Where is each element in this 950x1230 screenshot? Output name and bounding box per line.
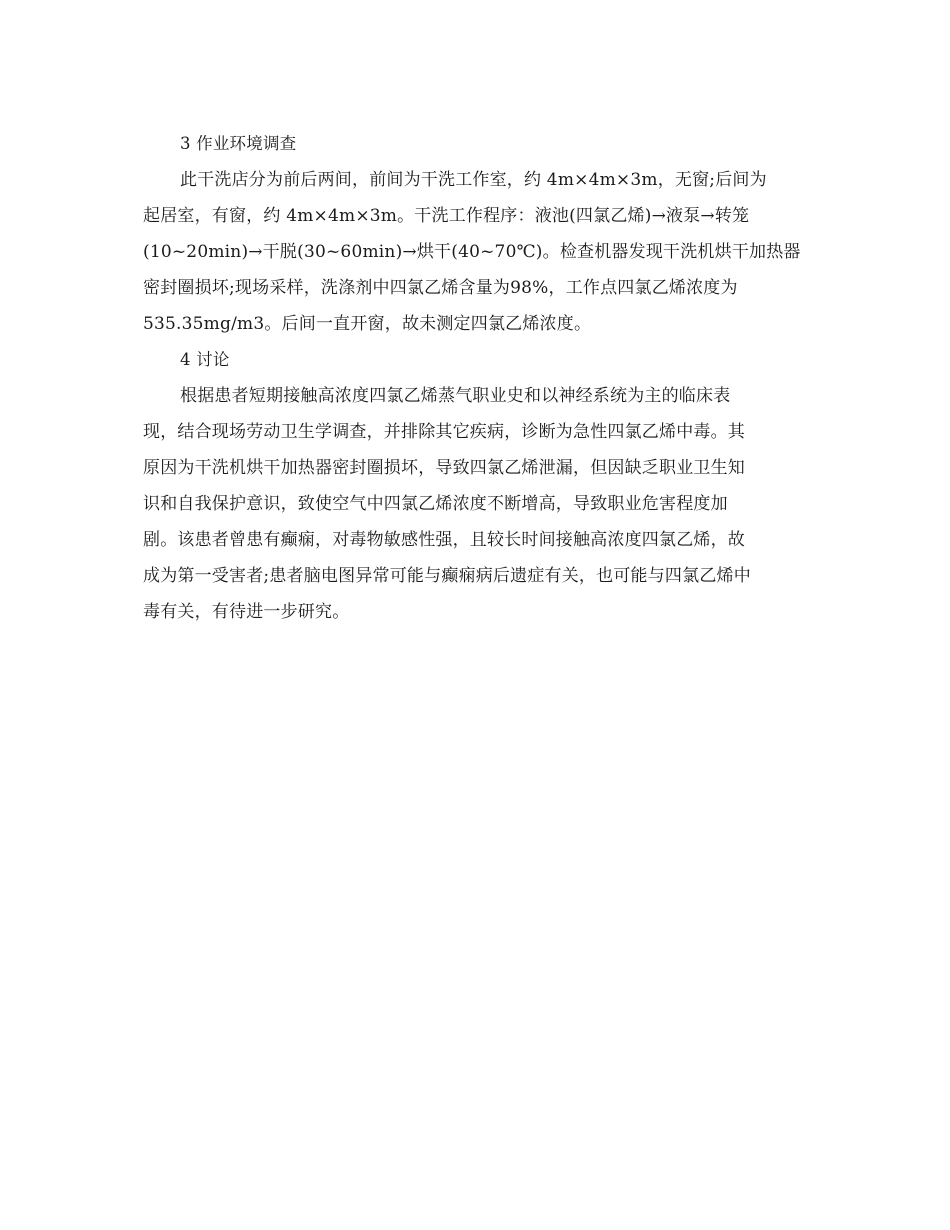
paragraph-line: 识和自我保护意识，致使空气中四氯乙烯浓度不断增高，导致职业危害程度加 <box>143 494 728 514</box>
paragraph-line: 毒有关，有待进一步研究。 <box>143 602 350 622</box>
paragraph-line: 成为第一受害者;患者脑电图异常可能与癫痫病后遗症有关，也可能与四氯乙烯中 <box>143 566 751 586</box>
paragraph-line: 原因为干洗机烘干加热器密封圈损坏，导致四氯乙烯泄漏，但因缺乏职业卫生知 <box>143 458 745 478</box>
section-heading: 3 作业环境调查 <box>180 134 297 153</box>
paragraph-line: 根据患者短期接触高浓度四氯乙烯蒸气职业史和以神经系统为主的临床表 <box>180 386 731 406</box>
paragraph-line: (10~20min)→干脱(30~60min)→烘干(40~70℃)。检查机器发现干洗机烘干加热器 <box>143 242 801 262</box>
section-heading: 4 讨论 <box>180 350 230 369</box>
paragraph-line: 密封圈损坏;现场采样，洗涤剂中四氯乙烯含量为98%，工作点四氯乙烯浓度为 <box>143 278 738 298</box>
paragraph-line: 剧。该患者曾患有癫痫，对毒物敏感性强，且较长时间接触高浓度四氯乙烯，故 <box>143 530 745 550</box>
paragraph-line: 现，结合现场劳动卫生学调查，并排除其它疾病，诊断为急性四氯乙烯中毒。其 <box>143 422 745 442</box>
paragraph-line: 此干洗店分为前后两间，前间为干洗工作室，约 4m×4m×3m，无窗;后间为 <box>180 170 767 190</box>
section-environment-survey <box>143 126 813 630</box>
paragraph-line: 535.35mg/m3。后间一直开窗，故未测定四氯乙烯浓度。 <box>143 314 592 334</box>
paragraph-line: 起居室，有窗，约 4m×4m×3m。干洗工作程序：液池(四氯乙烯)→液泵→转笼 <box>143 206 750 226</box>
